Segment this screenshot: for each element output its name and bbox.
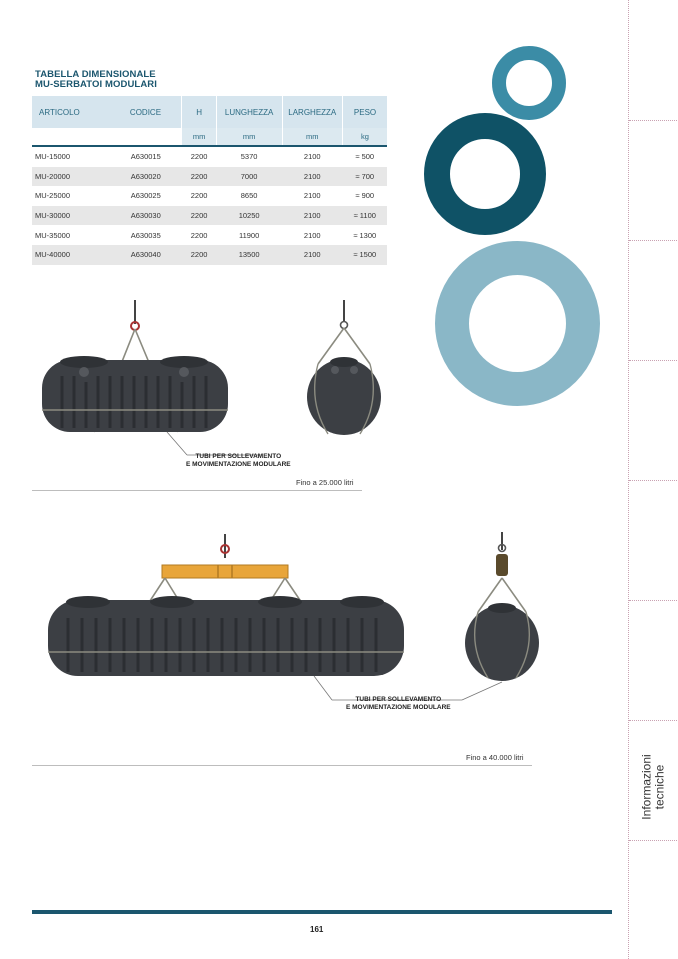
figure-divider — [32, 490, 362, 491]
callout-line1: TUBI PER SOLLEVAMENTO — [195, 453, 282, 460]
cell-codice: A630030 — [110, 206, 182, 226]
cell-peso: ≈ 500 — [343, 146, 387, 167]
cell-larghezza: 2100 — [282, 167, 343, 187]
caption-capacity-40000: Fino a 40.000 litri — [466, 753, 524, 762]
cell-lunghezza: 7000 — [216, 167, 282, 187]
cell-peso: ≈ 900 — [355, 191, 375, 201]
table-title-line2: MU-SERBATOI MODULARI — [35, 79, 157, 90]
unit-lunghezza: mm — [216, 128, 282, 146]
callout-lifting-tubes-2 — [346, 696, 451, 712]
callout-line1: TUBI PER SOLLEVAMENTO — [355, 696, 442, 703]
cell-lunghezza: 11900 — [238, 230, 260, 240]
cell-h: 2200 — [182, 146, 216, 167]
table-row — [32, 167, 387, 187]
caption-capacity-25000: Fino a 25.000 litri — [296, 478, 354, 487]
unit-blank — [32, 128, 110, 146]
side-divider — [629, 600, 678, 601]
side-divider — [629, 360, 678, 361]
cell-lunghezza: 10250 — [216, 206, 282, 226]
cell-larghezza: 2100 — [282, 146, 343, 167]
cell-lunghezza: 5370 — [216, 146, 282, 167]
side-tab-label-line2: tecniche — [653, 764, 667, 810]
callout-leader — [314, 676, 332, 700]
tank-end-view-large — [465, 532, 539, 681]
unit-blank — [110, 128, 182, 146]
cell-codice: A630040 — [110, 245, 182, 265]
cell-articolo: MU-15000 — [32, 146, 110, 167]
footer-bar — [32, 910, 612, 914]
tank-lifting-illustration-large — [32, 528, 552, 718]
cell-larghezza: 2100 — [303, 191, 321, 201]
cell-lunghezza: 8650 — [240, 191, 258, 201]
cell-h: 2200 — [182, 167, 216, 187]
unit-h: mm — [182, 128, 216, 146]
table-row — [32, 186, 387, 206]
cell-articolo: MU-40000 — [32, 245, 110, 265]
cell-peso: ≈ 1300 — [353, 230, 377, 240]
cell-peso: ≈ 1100 — [343, 206, 387, 226]
table-row — [32, 146, 387, 167]
header-codice: CODICE — [110, 96, 182, 128]
tank-side-view — [42, 300, 228, 432]
tank-end-view — [307, 300, 381, 435]
callout-leader — [462, 682, 502, 700]
cell-h: 2200 — [182, 206, 216, 226]
table-title-line1: TABELLA DIMENSIONALE — [35, 69, 156, 80]
cell-larghezza: 2100 — [282, 245, 343, 265]
side-divider — [629, 120, 678, 121]
table-row — [32, 225, 387, 245]
unit-larghezza: mm — [282, 128, 343, 146]
cell-codice: A630015 — [110, 146, 182, 167]
side-divider — [629, 720, 678, 721]
header-lunghezza: LUNGHEZZA — [216, 96, 282, 128]
cell-codice: A630035 — [130, 230, 161, 240]
cell-h: 2200 — [190, 191, 208, 201]
cell-articolo: MU-25000 — [35, 191, 71, 201]
table-row — [32, 206, 387, 226]
callout-lifting-tubes-1 — [186, 453, 291, 469]
cell-larghezza: 2100 — [303, 230, 321, 240]
page-number: 161 — [310, 925, 324, 934]
callout-line2: E MOVIMENTAZIONE MODULARE — [346, 704, 451, 711]
cell-articolo: MU-20000 — [32, 167, 110, 187]
tank-side-view-large — [48, 534, 404, 676]
header-larghezza: LARGHEZZA — [282, 96, 343, 128]
side-tab-informazioni-tecniche[interactable] — [629, 732, 678, 842]
figure-divider — [32, 765, 532, 766]
side-divider — [629, 480, 678, 481]
side-tab-strip — [628, 0, 678, 959]
cell-h: 2200 — [190, 230, 208, 240]
cell-codice: A630020 — [110, 167, 182, 187]
cell-larghezza: 2100 — [282, 206, 343, 226]
decorative-ring-small — [492, 46, 566, 120]
side-tab-label-line1: Informazioni — [640, 754, 654, 820]
unit-peso: kg — [343, 128, 387, 146]
cell-peso: ≈ 1500 — [343, 245, 387, 265]
cell-h: 2200 — [182, 245, 216, 265]
header-h: H — [182, 96, 216, 128]
callout-line2: E MOVIMENTAZIONE MODULARE — [186, 461, 291, 468]
side-divider — [629, 240, 678, 241]
dimension-table — [32, 96, 387, 265]
cell-articolo: MU-35000 — [35, 230, 71, 240]
decorative-ring-large — [435, 241, 600, 406]
decorative-ring-dark — [424, 113, 546, 235]
cell-codice: A630025 — [130, 191, 161, 201]
header-articolo: ARTICOLO — [32, 96, 110, 128]
cell-peso: ≈ 700 — [343, 167, 387, 187]
callout-leader — [167, 432, 187, 455]
table-row — [32, 245, 387, 265]
header-peso: PESO — [343, 96, 387, 128]
tank-lifting-illustration-small — [32, 292, 392, 470]
table-title — [35, 70, 157, 90]
cell-articolo: MU-30000 — [32, 206, 110, 226]
cell-lunghezza: 13500 — [216, 245, 282, 265]
